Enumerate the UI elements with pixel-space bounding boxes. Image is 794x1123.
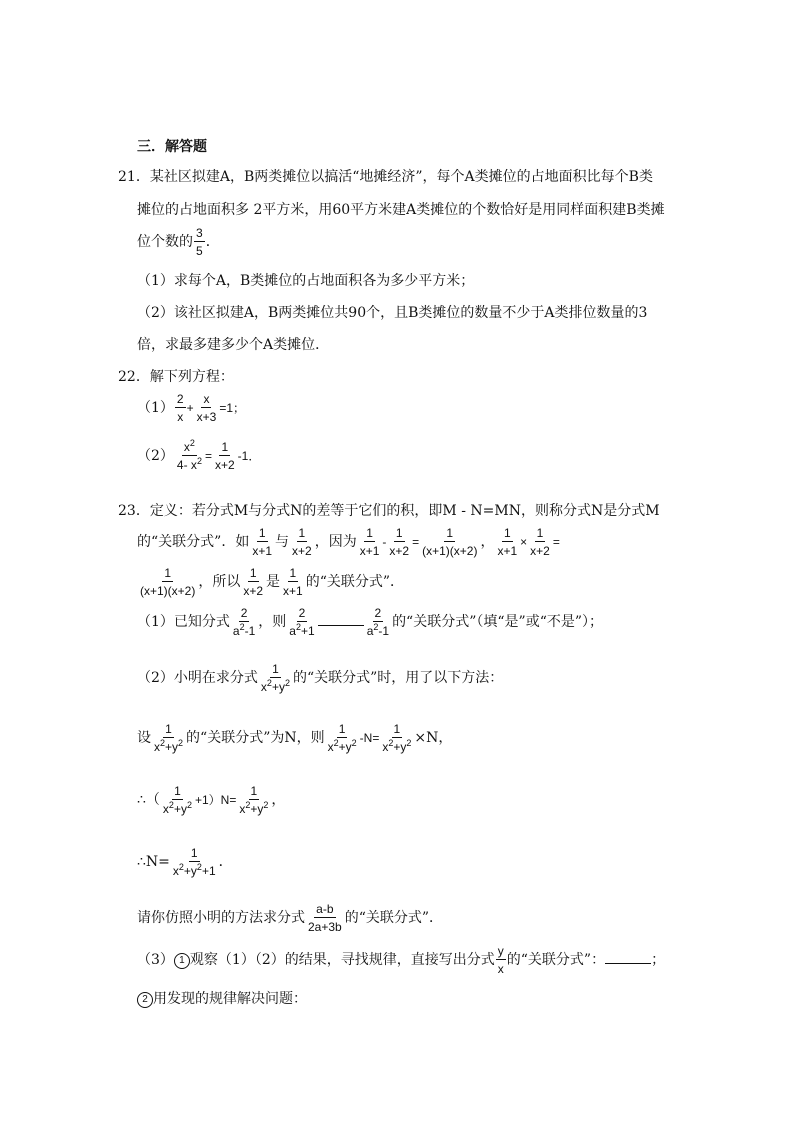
q23-part2: （2）小明在求分式 $\frac{1}{x^2+y^2}$ 的“关联分式”时，用了以下方法： — [137, 662, 504, 694]
q21-part2-line2: 倍，求最多建多少个A类摊位． — [137, 337, 330, 353]
q23-definition-line2: 的“关联分式”．如 $\frac{1}{x+1}$ 与 $\frac{1}{x+2}$ ，因为 $\frac{1}{x+1}$ - $\frac{1}{x+2}$ = $\frac{1}{(x+1)(x+2)}$ ， $\frac{1}{x+1}$ × $\frac{1}{x+2}$ = — [137, 526, 560, 558]
q23-definition-line3: $\frac{1}{(x+1)(x+2)}$ ，所以 $\frac{1}{x+2}$ 是 $\frac{1}{x+1}$ 的“关联分式”． — [140, 566, 405, 598]
section-title: 三．解答题 — [137, 139, 207, 155]
q23-ask: 请你仿照小明的方法求分式 $\frac{a-b}{2a+3b}$ 的“关联分式”． — [137, 902, 444, 934]
q23-step1: 设 $\frac{1}{x^2+y^2}$ 的“关联分式”为N，则 $\frac{1}{x^2+y^2}$ -N= $\frac{1}{x^2+y^2}$ ×N， — [137, 722, 453, 754]
q22-equation-1: （1） $\frac{2}{x}$ + $\frac{x}{x+3}$ =1； — [137, 392, 245, 424]
q22-title: 22．解下列方程： — [118, 369, 234, 385]
q21-part1: （1）求每个A，B类摊位的占地面积各为多少平方米； — [137, 273, 475, 289]
q23-step2: ∴（ $\frac{1}{x^2+y^2}$ +1）N= $\frac{1}{x^2+y^2}$ ， — [137, 784, 286, 816]
fraction-3-5: $\frac{3}{5}$ — [196, 226, 203, 258]
q21-line3: 位个数的 $\frac{3}{5}$ ． — [137, 226, 220, 258]
q22-equation-2: （2） $\frac{x^2}{4- x^2}$ = $\frac{1}{x+2}$ -1． — [137, 438, 261, 472]
q21-line1: 21．某社区拟建A，B两类摊位以搞活“地摊经济”，每个A类摊位的占地面积比每个B类 — [118, 169, 653, 185]
answer-blank-2[interactable] — [605, 963, 651, 964]
q23-part3-last: 2 用发现的规律解决问题： — [137, 988, 794, 1008]
answer-blank-1[interactable] — [318, 625, 364, 626]
q21-part2-line1: （2）该社区拟建A，B两类摊位共90个，且B类摊位的数量不少于A类排位数量的3 — [137, 305, 648, 321]
q23-part1: （1）已知分式 $\frac{2}{a^2-1}$ ，则 $\frac{2}{a^2+1}$ $\frac{2}{a^2-1}$ 的“关联分式”（填“是”或“不是”）； — [137, 606, 604, 638]
circled-number-2: 2 — [137, 992, 153, 1008]
circled-number-1: 1 — [174, 953, 190, 969]
q23-step3: ∴N= $\frac{1}{x^2+y^2+1}$ ． — [137, 846, 233, 878]
q21-line2: 摊位的占地面积多 2平方米，用60平方米建A类摊位的个数恰好是用同样面积建B类摊 — [137, 202, 665, 218]
q23-definition-line1: 23．定义：若分式M与分式N的差等于它们的积，即M - N=MN，则称分式N是分式M — [118, 503, 660, 519]
q23-part3: （3） 1 观察（1）（2）的结果，寻找规律，直接写出分式 $\frac{y}{x}$ 的“关联分式”： ； — [137, 944, 666, 976]
